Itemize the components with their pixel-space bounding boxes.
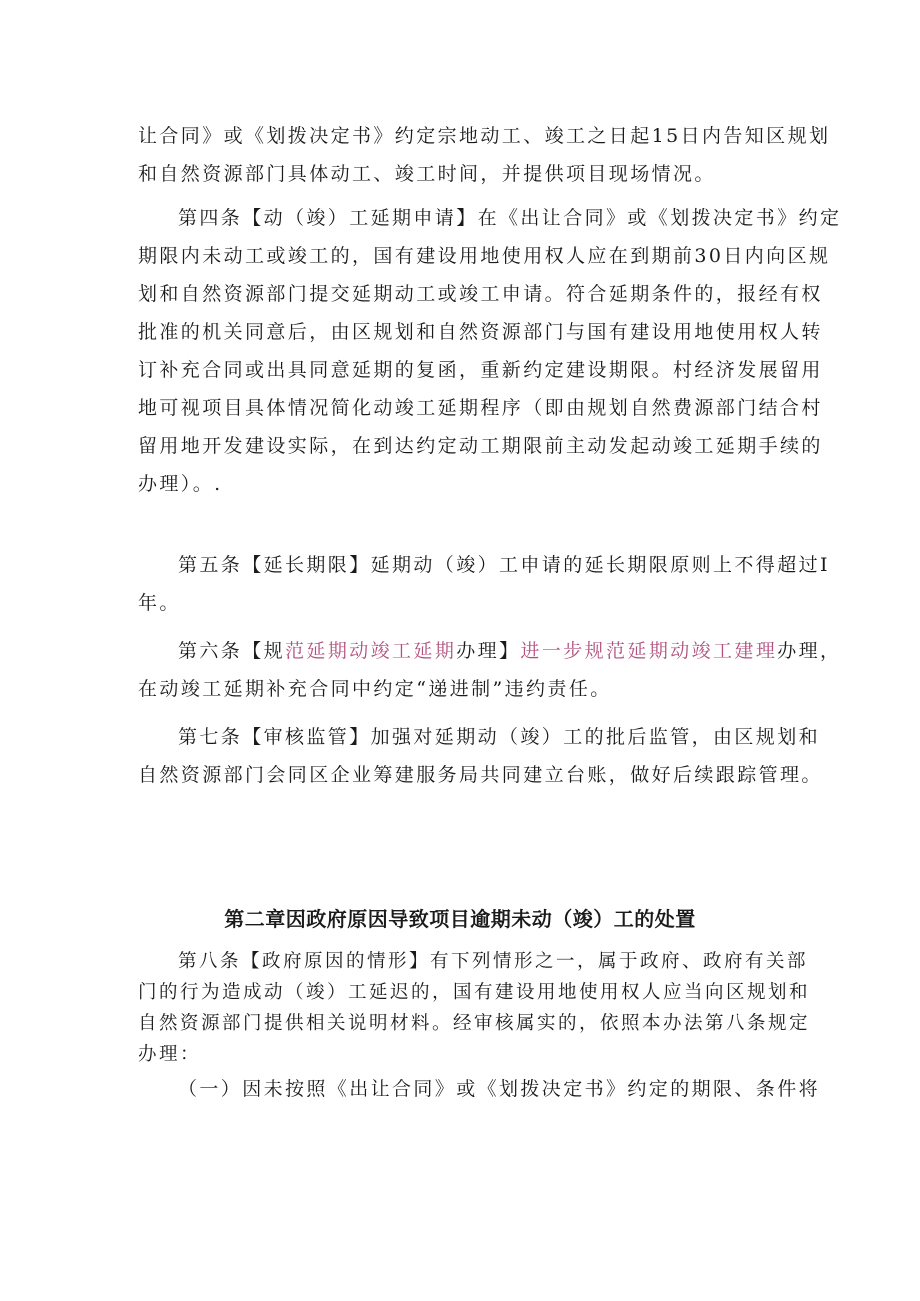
revised-text-segment: 进一步规范延期动竣工建理 (520, 640, 778, 662)
text-line: 留用地开发建设实际，在到达约定动工期限前主动发起动竣工延期手续的 (138, 435, 823, 457)
text-line: 在动竣工延期补充合同中约定“递进制”违约责任。 (138, 678, 612, 700)
text-line: 和自然资源部门具体动工、竣工时间，并提供项目现场情况。 (138, 163, 716, 185)
text-line: （一）因未按照《出让合同》或《划拨决定书》约定的期限、条件将 (178, 1078, 821, 1100)
text-line: 第七条【审核监管】加强对延期动（竣）工的批后监管，由区规划和 (178, 726, 821, 748)
article-5 (138, 546, 830, 622)
article-8 (138, 946, 811, 1070)
text-segment: 办理】 (456, 640, 521, 662)
text-line: 划和自然资源部门提交延期动工或竣工申请。符合延期条件的，报经有权 (138, 283, 823, 305)
text-line: 第五条【延长期限】延期动（竣）工申请的延长期限原则上不得超过I (178, 554, 830, 576)
text-line (138, 632, 842, 670)
text-line: 期限内未动工或竣工的，国有建设用地使用权人应在到期前30日内向区规 (138, 245, 831, 267)
text-line: 第四条【动（竣）工延期申请】在《出让合同》或《划拨决定书》约定 (178, 207, 842, 229)
text-line: 订补充合同或出具同意延期的复函，重新约定建设期限。村经济发展留用 (138, 359, 823, 381)
text-line: 办理： (138, 1044, 202, 1065)
article-4 (138, 199, 842, 503)
text-line: 年。 (138, 592, 181, 614)
text-line: 批准的机关同意后，由区规划和自然资源部门与国有建设用地使用权人转 (138, 321, 823, 343)
chapter-heading: 第二章因政府原因导致项目逾期未动（竣）工的处置 (224, 907, 696, 931)
text-line: 自然资源部门会同区企业筹建服务局共同建立台账，做好后续跟踪管理。 (138, 764, 823, 786)
text-line: 门的行为造成动（竣）工延迟的，国有建设用地使用权人应当向区规划和 (138, 982, 811, 1003)
text-line: 第八条【政府原因的情形】有下列情形之一，属于政府、政府有关部 (178, 951, 809, 972)
list-item-1 (178, 1070, 830, 1108)
revised-text-segment: 范延期动竣工延期 (285, 640, 457, 662)
text-segment: 第六条【规 (178, 640, 286, 662)
text-line: 地可视项目具体情况简化动竣工延期程序（即由规划自然费源部门结合村 (138, 397, 823, 419)
text-line: 自然资源部门提供相关说明材料。经审核属实的，依照本办法第八条规定 (138, 1013, 811, 1034)
text-line: 让合同》或《划拨决定书》约定宗地动工、竣工之日起15日内告知区规划 (138, 125, 831, 147)
text-line: 办理）。. (138, 473, 223, 495)
text-segment: 办理， (777, 640, 842, 662)
article-6 (138, 632, 842, 708)
article-7 (138, 718, 823, 794)
paragraph-continuation (138, 117, 831, 193)
